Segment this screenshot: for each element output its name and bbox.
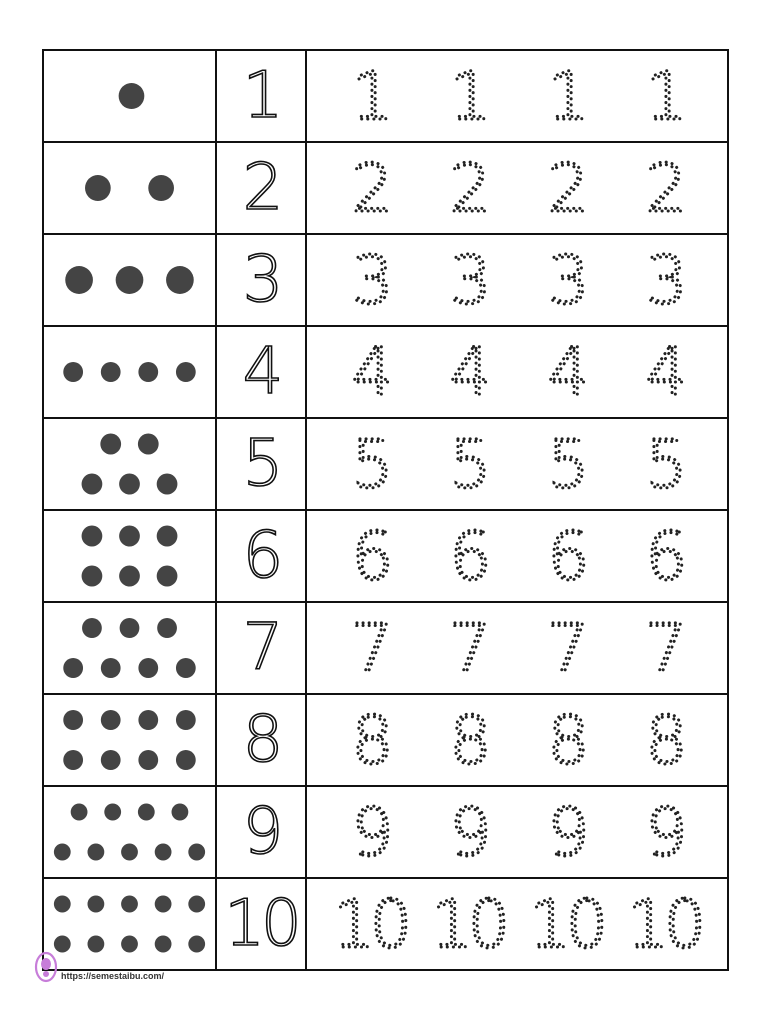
- number-cell: [217, 879, 307, 969]
- count-dot: [188, 936, 205, 953]
- count-dot: [63, 362, 83, 382]
- trace-numeral[interactable]: [618, 240, 710, 320]
- trace-numeral-text: 5: [547, 426, 585, 503]
- count-dot: [157, 526, 178, 547]
- trace-numeral[interactable]: [618, 148, 710, 228]
- dot-group: [44, 143, 215, 233]
- count-dot: [82, 526, 103, 547]
- count-dot: [82, 618, 102, 638]
- count-dot: [155, 844, 172, 861]
- trace-numeral-text: 1: [449, 58, 487, 135]
- trace-numeral-text: 4: [645, 334, 683, 411]
- trace-numeral-text: 8: [547, 702, 585, 779]
- dot-count-cell: [44, 511, 217, 601]
- number-label: 6: [242, 519, 280, 593]
- trace-numeral[interactable]: [422, 240, 514, 320]
- trace-cell: [307, 235, 727, 325]
- count-dot: [121, 844, 138, 861]
- trace-numeral-text: 1: [351, 58, 389, 135]
- count-dot: [100, 434, 121, 455]
- trace-numeral[interactable]: [618, 608, 710, 688]
- count-dot: [157, 474, 178, 495]
- count-dot: [119, 474, 140, 495]
- number-cell: [217, 787, 307, 877]
- dot-count-cell: [44, 603, 217, 693]
- count-dot: [176, 658, 196, 678]
- trace-numeral-text: 2: [547, 150, 585, 227]
- footer: [34, 950, 164, 984]
- dot-count-cell: [44, 695, 217, 785]
- trace-numeral[interactable]: [324, 792, 416, 872]
- count-dot: [65, 266, 93, 294]
- number-label: 8: [242, 703, 280, 777]
- dot-group: [44, 787, 215, 877]
- worksheet-row: [44, 327, 727, 419]
- trace-cell: [307, 787, 727, 877]
- worksheet-row: [44, 695, 727, 787]
- number-cell: [217, 511, 307, 601]
- count-dot: [155, 896, 172, 913]
- count-dot: [121, 896, 138, 913]
- count-dot: [176, 750, 196, 770]
- trace-numeral[interactable]: [422, 56, 514, 136]
- trace-numeral-text: 9: [645, 794, 683, 871]
- dot-count-cell: [44, 419, 217, 509]
- trace-numeral[interactable]: [324, 240, 416, 320]
- worksheet-row: [44, 511, 727, 603]
- dot-count-cell: [44, 327, 217, 417]
- count-dot: [138, 434, 159, 455]
- dot-group: [44, 419, 215, 509]
- trace-numeral[interactable]: [618, 700, 710, 780]
- trace-numeral[interactable]: [324, 608, 416, 688]
- number-label: 5: [242, 427, 280, 501]
- number-label: 9: [242, 795, 280, 869]
- number-label: 1: [242, 59, 280, 133]
- number-label: 10: [224, 887, 298, 961]
- count-dot: [138, 362, 158, 382]
- count-dot: [101, 710, 121, 730]
- count-dot: [119, 83, 145, 109]
- number-cell: [217, 143, 307, 233]
- count-dot: [116, 266, 144, 294]
- trace-numeral-text: 2: [645, 150, 683, 227]
- count-dot: [172, 804, 189, 821]
- trace-numeral[interactable]: [618, 516, 710, 596]
- trace-numeral-text: 4: [449, 334, 487, 411]
- count-dot: [138, 710, 158, 730]
- number-label: 3: [242, 243, 280, 317]
- count-dot: [157, 618, 177, 638]
- trace-numeral-text: 5: [449, 426, 487, 503]
- count-dot: [157, 566, 178, 587]
- dot-count-cell: [44, 787, 217, 877]
- count-dot: [63, 710, 83, 730]
- trace-numeral-text: 4: [351, 334, 389, 411]
- trace-numeral[interactable]: [520, 700, 612, 780]
- count-dot: [82, 474, 103, 495]
- trace-numeral[interactable]: [422, 332, 514, 412]
- trace-numeral[interactable]: [618, 332, 710, 412]
- trace-cell: [307, 143, 727, 233]
- count-dot: [63, 750, 83, 770]
- trace-numeral-text: 3: [645, 242, 683, 319]
- trace-numeral[interactable]: [520, 424, 612, 504]
- number-cell: [217, 419, 307, 509]
- trace-cell: [307, 419, 727, 509]
- number-cell: [217, 235, 307, 325]
- trace-numeral-text: 9: [547, 794, 585, 871]
- number-label: 7: [242, 611, 280, 685]
- trace-cell: [307, 879, 727, 969]
- count-dot: [101, 658, 121, 678]
- brand-logo-icon: [34, 950, 58, 984]
- count-dot: [119, 566, 140, 587]
- trace-numeral[interactable]: [324, 700, 416, 780]
- trace-cell: [307, 511, 727, 601]
- count-dot: [63, 658, 83, 678]
- worksheet-row: [44, 419, 727, 511]
- footer-url[interactable]: https://semestaibu.com/: [61, 971, 165, 981]
- count-dot: [188, 844, 205, 861]
- trace-numeral[interactable]: [520, 240, 612, 320]
- dot-count-cell: [44, 51, 217, 141]
- dot-group: [44, 235, 215, 325]
- number-cell: [217, 327, 307, 417]
- trace-numeral-text: 2: [449, 150, 487, 227]
- count-dot: [87, 896, 104, 913]
- count-dot: [104, 804, 121, 821]
- trace-numeral[interactable]: [324, 332, 416, 412]
- count-dot: [148, 175, 174, 201]
- count-dot: [176, 362, 196, 382]
- trace-numeral[interactable]: [422, 148, 514, 228]
- trace-numeral-text: 8: [449, 702, 487, 779]
- number-cell: [217, 603, 307, 693]
- trace-numeral-text: 3: [449, 242, 487, 319]
- count-dot: [120, 618, 140, 638]
- trace-cell: [307, 327, 727, 417]
- count-dot: [82, 566, 103, 587]
- trace-cell: [307, 695, 727, 785]
- trace-numeral[interactable]: [324, 56, 416, 136]
- number-cell: [217, 51, 307, 141]
- trace-cell: [307, 603, 727, 693]
- trace-numeral[interactable]: [422, 424, 514, 504]
- number-cell: [217, 695, 307, 785]
- number-label: 4: [242, 335, 280, 409]
- trace-numeral-text: 9: [449, 794, 487, 871]
- trace-numeral[interactable]: [422, 792, 514, 872]
- trace-numeral-text: 2: [351, 150, 389, 227]
- trace-numeral[interactable]: [520, 516, 612, 596]
- trace-numeral[interactable]: [520, 884, 612, 964]
- count-dot: [138, 658, 158, 678]
- trace-numeral-text: 6: [547, 518, 585, 595]
- trace-numeral-text: 8: [645, 702, 683, 779]
- trace-numeral[interactable]: [520, 148, 612, 228]
- dot-group: [44, 603, 215, 693]
- count-dot: [119, 526, 140, 547]
- trace-numeral[interactable]: [618, 56, 710, 136]
- dot-count-cell: [44, 143, 217, 233]
- trace-numeral[interactable]: [520, 56, 612, 136]
- trace-numeral-text: 6: [645, 518, 683, 595]
- trace-numeral[interactable]: [520, 792, 612, 872]
- trace-numeral-text: 1: [547, 58, 585, 135]
- worksheet-row: [44, 235, 727, 327]
- trace-numeral-text: 10: [627, 886, 701, 963]
- trace-numeral[interactable]: [422, 700, 514, 780]
- trace-numeral-text: 10: [431, 886, 505, 963]
- dot-group: [44, 511, 215, 601]
- counting-worksheet-table: [42, 49, 729, 971]
- dot-group: [44, 327, 215, 417]
- trace-numeral-text: 9: [351, 794, 389, 871]
- trace-numeral[interactable]: [324, 148, 416, 228]
- trace-numeral-text: 10: [333, 886, 407, 963]
- count-dot: [138, 804, 155, 821]
- trace-numeral-text: 7: [449, 610, 487, 687]
- trace-numeral-text: 1: [645, 58, 683, 135]
- trace-numeral-text: 4: [547, 334, 585, 411]
- trace-numeral[interactable]: [422, 516, 514, 596]
- count-dot: [54, 844, 71, 861]
- trace-numeral[interactable]: [324, 424, 416, 504]
- trace-numeral[interactable]: [618, 792, 710, 872]
- trace-numeral-text: 7: [351, 610, 389, 687]
- dot-count-cell: [44, 235, 217, 325]
- count-dot: [138, 750, 158, 770]
- trace-numeral-text: 7: [547, 610, 585, 687]
- count-dot: [71, 804, 88, 821]
- trace-numeral[interactable]: [422, 884, 514, 964]
- trace-numeral[interactable]: [618, 424, 710, 504]
- dot-group: [44, 695, 215, 785]
- trace-numeral[interactable]: [520, 332, 612, 412]
- dot-group: [44, 51, 215, 141]
- trace-numeral-text: 7: [645, 610, 683, 687]
- trace-numeral-text: 5: [351, 426, 389, 503]
- count-dot: [101, 362, 121, 382]
- trace-numeral-text: 6: [449, 518, 487, 595]
- trace-numeral[interactable]: [618, 884, 710, 964]
- trace-numeral-text: 3: [351, 242, 389, 319]
- count-dot: [54, 896, 71, 913]
- worksheet-row: [44, 51, 727, 143]
- trace-numeral[interactable]: [324, 884, 416, 964]
- number-label: 2: [242, 151, 280, 225]
- trace-numeral[interactable]: [520, 608, 612, 688]
- count-dot: [85, 175, 111, 201]
- count-dot: [176, 710, 196, 730]
- trace-numeral[interactable]: [422, 608, 514, 688]
- count-dot: [101, 750, 121, 770]
- count-dot: [166, 266, 194, 294]
- trace-numeral-text: 8: [351, 702, 389, 779]
- worksheet-row: [44, 143, 727, 235]
- worksheet-row: [44, 603, 727, 695]
- trace-numeral[interactable]: [324, 516, 416, 596]
- count-dot: [87, 844, 104, 861]
- trace-numeral-text: 5: [645, 426, 683, 503]
- worksheet-row: [44, 787, 727, 879]
- trace-numeral-text: 10: [529, 886, 603, 963]
- trace-numeral-text: 6: [351, 518, 389, 595]
- count-dot: [188, 896, 205, 913]
- trace-numeral-text: 3: [547, 242, 585, 319]
- trace-cell: [307, 51, 727, 141]
